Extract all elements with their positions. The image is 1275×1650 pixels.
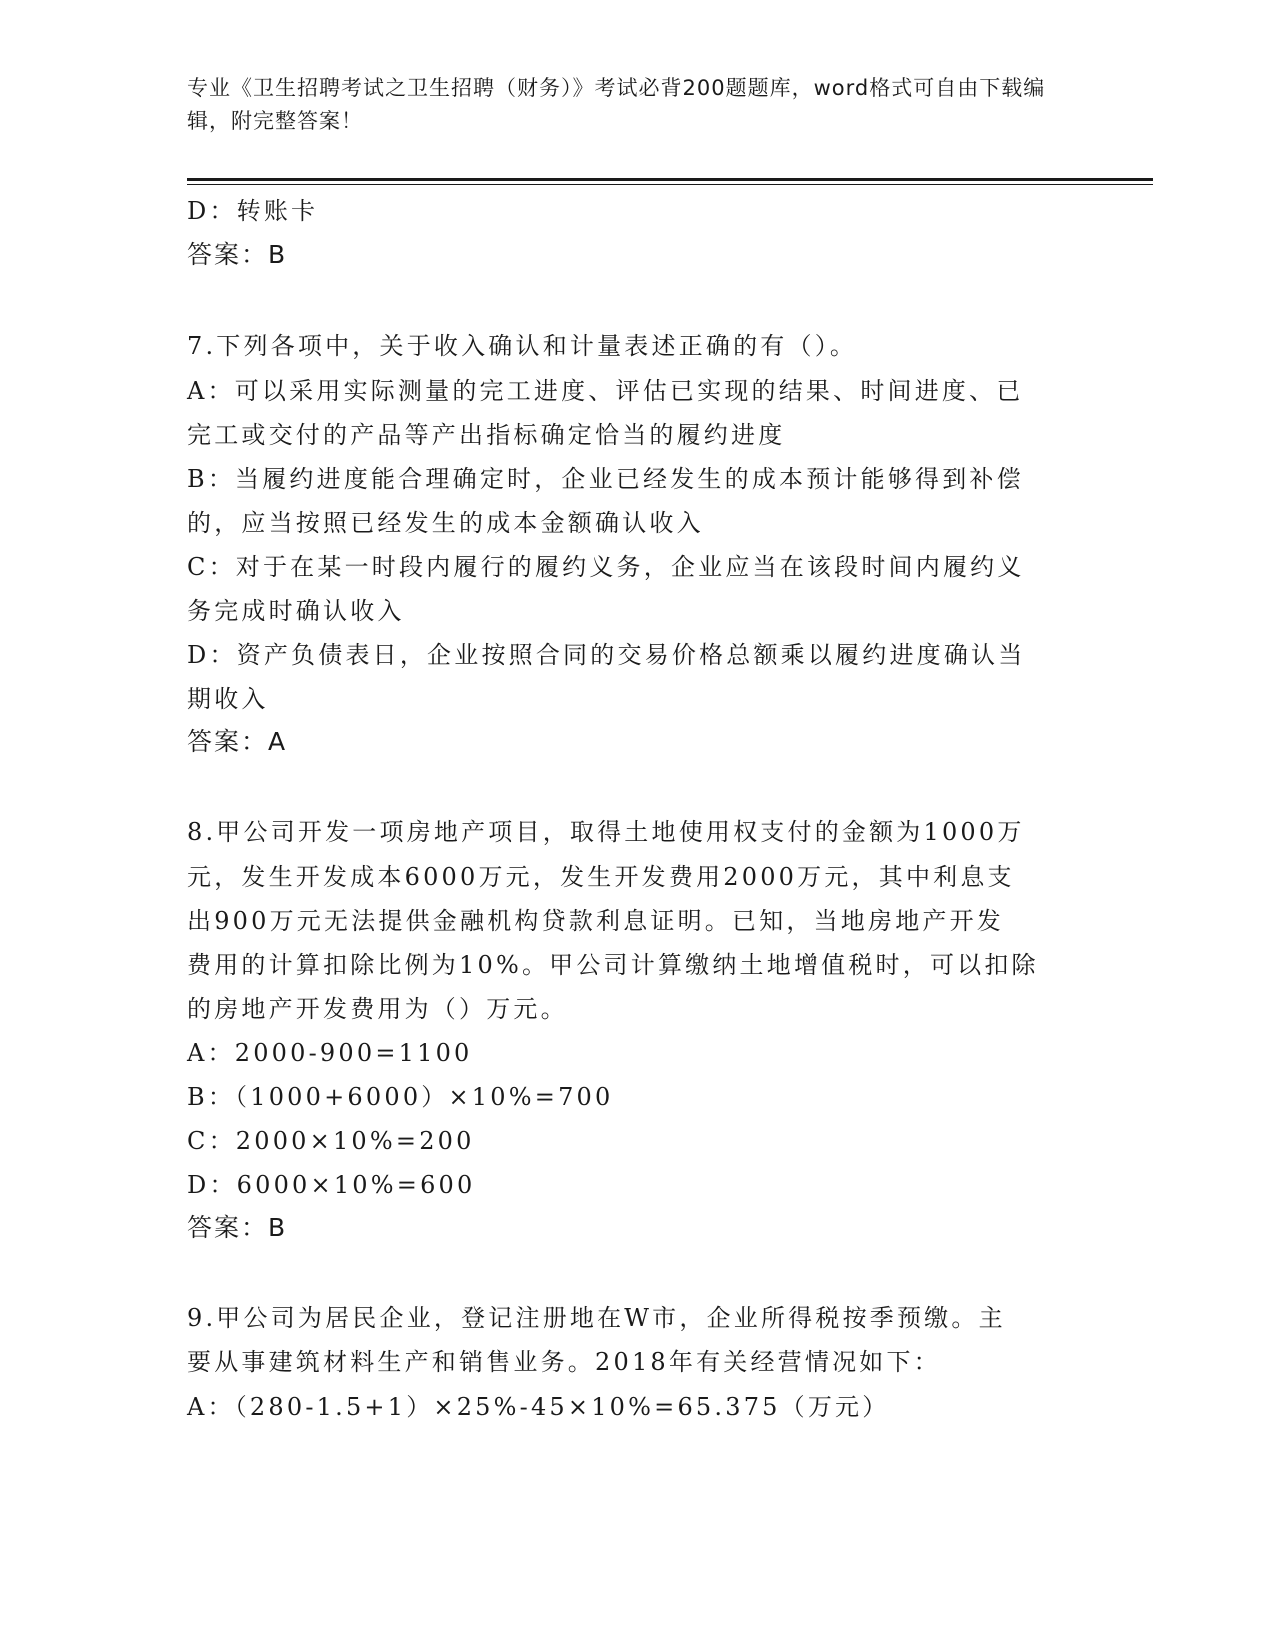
q6-option-d: D：转账卡 (187, 197, 319, 225)
q8-stem-line1: 8.甲公司开发一项房地产项目，取得土地使用权支付的金额为1000万 (187, 818, 1025, 846)
header-rule-thin (187, 184, 1153, 185)
q7-option-c-line1: C：对于在某一时段内履行的履约义务，企业应当在该段时间内履约义 (187, 553, 1025, 581)
q6-answer: 答案：B (187, 240, 288, 269)
q7-option-d-line2: 期收入 (187, 685, 269, 713)
q8-option-b: B：（1000+6000）×10%=700 (187, 1083, 614, 1111)
q8-stem-line5: 的房地产开发费用为（）万元。 (187, 995, 568, 1023)
q8-option-c: C：2000×10%=200 (187, 1127, 475, 1155)
header-rule-thick (187, 178, 1153, 181)
q7-option-b-line1: B：当履约进度能合理确定时，企业已经发生的成本预计能够得到补偿 (187, 465, 1024, 493)
q8-option-d: D：6000×10%=600 (187, 1171, 476, 1199)
q9-option-a: A：（280-1.5+1）×25%-45×10%=65.375（万元） (187, 1393, 890, 1421)
q8-option-a: A：2000-900=1100 (187, 1039, 473, 1067)
q8-stem-line2: 元，发生开发成本6000万元，发生开发费用2000万元，其中利息支 (187, 863, 1015, 891)
q7-option-a-line2: 完工或交付的产品等产出指标确定恰当的履约进度 (187, 421, 786, 449)
q9-stem-line2: 要从事建筑材料生产和销售业务。2018年有关经营情况如下： (187, 1348, 941, 1376)
q7-answer: 答案：A (187, 727, 288, 756)
document-header: 专业《卫生招聘考试之卫生招聘（财务）》考试必背200题题库，word格式可自由下载编辑，附完整答案！ (187, 76, 1046, 133)
q8-stem-line4: 费用的计算扣除比例为10%。甲公司计算缴纳土地增值税时，可以扣除 (187, 951, 1039, 979)
q7-option-b-line2: 的，应当按照已经发生的成本金额确认收入 (187, 509, 704, 537)
q9-stem-line1: 9.甲公司为居民企业，登记注册地在W市，企业所得税按季预缴。主 (187, 1304, 1006, 1332)
q7-stem: 7.下列各项中，关于收入确认和计量表述正确的有（）。 (187, 332, 858, 360)
q7-option-a-line1: A：可以采用实际测量的完工进度、评估已实现的结果、时间进度、已 (187, 377, 1024, 405)
q7-option-d-line1: D：资产负债表日，企业按照合同的交易价格总额乘以履约进度确认当 (187, 641, 1026, 669)
q8-stem-line3: 出900万元无法提供金融机构贷款利息证明。已知，当地房地产开发 (187, 907, 1005, 935)
q7-option-c-line2: 务完成时确认收入 (187, 597, 405, 625)
q8-answer: 答案：B (187, 1213, 288, 1242)
